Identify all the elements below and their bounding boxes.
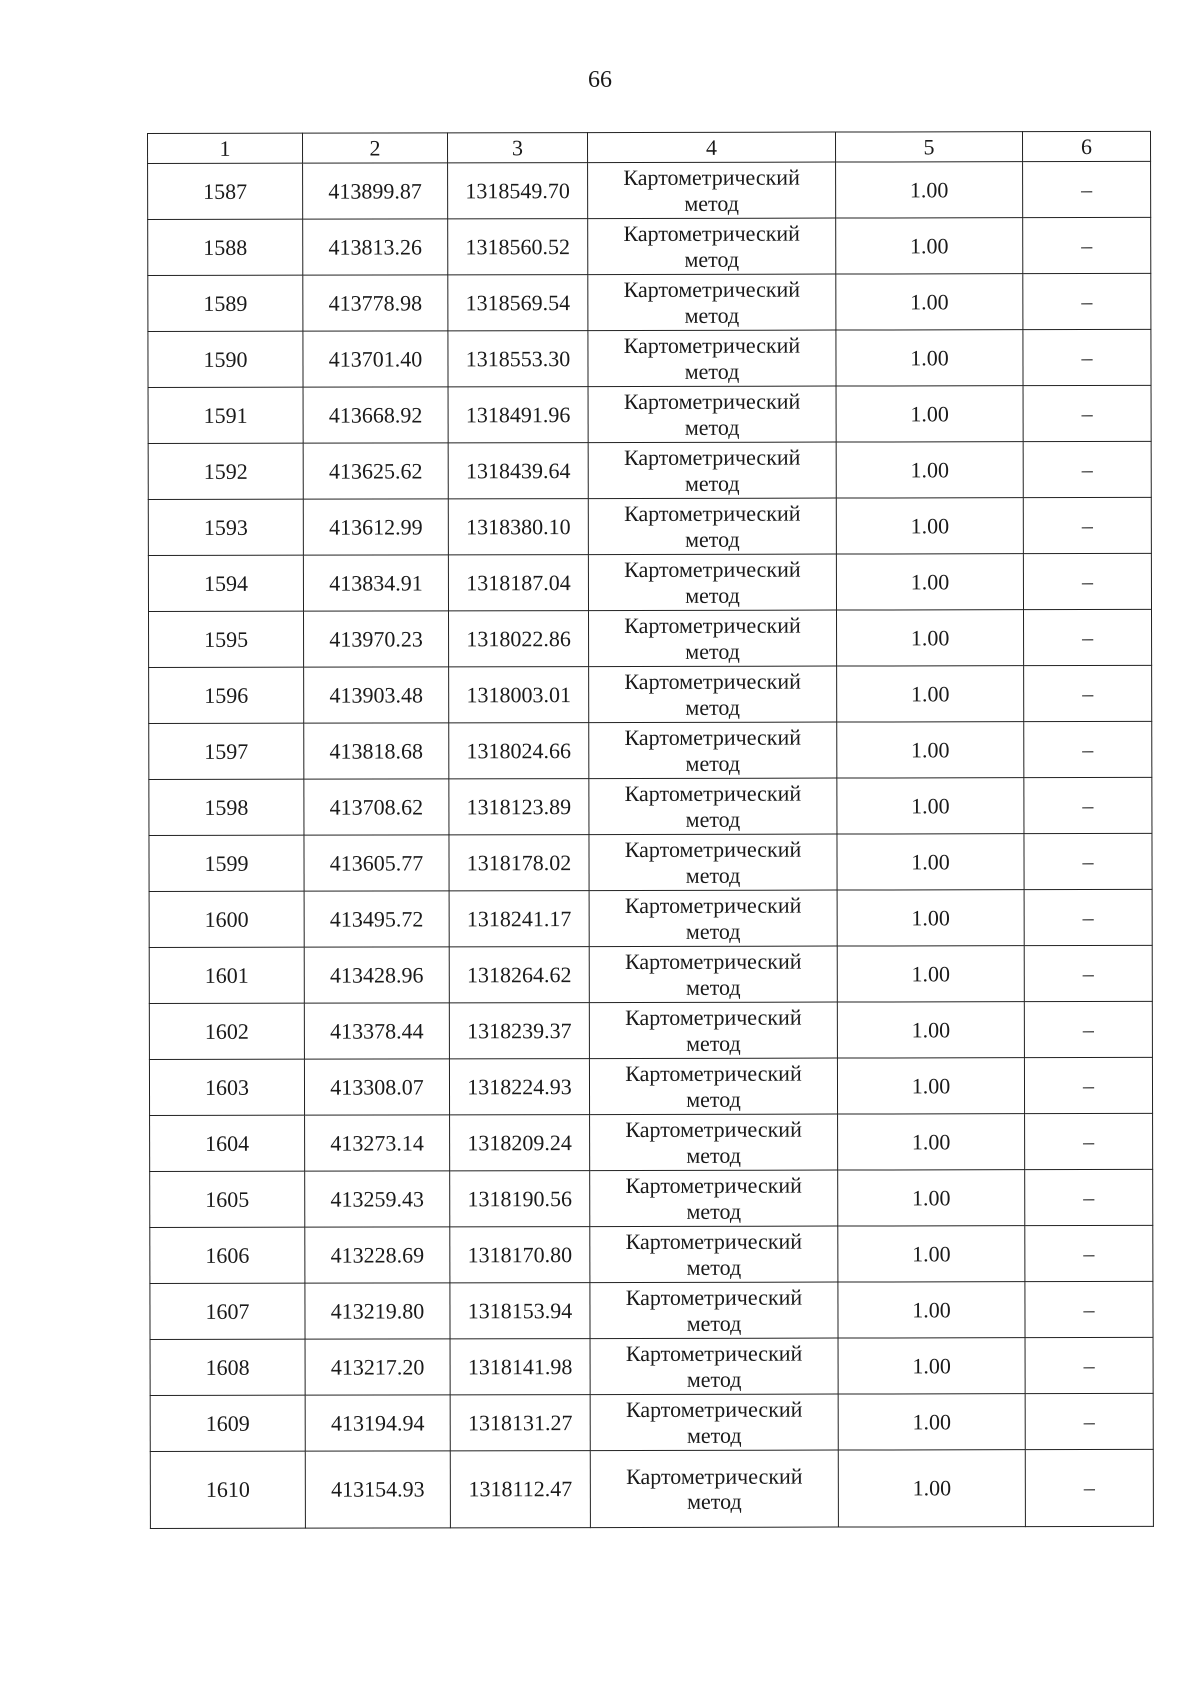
note-cell: – xyxy=(1023,161,1151,217)
note-cell: – xyxy=(1023,497,1151,553)
method-cell xyxy=(590,1282,838,1339)
x-coordinate-cell: 413495.72 xyxy=(304,891,449,947)
method-line-2: метод xyxy=(685,638,740,664)
method-line-1: Картометрический xyxy=(623,164,800,191)
method-cell xyxy=(588,162,836,219)
note-cell: – xyxy=(1023,217,1151,273)
x-coordinate-cell: 413194.94 xyxy=(305,1395,450,1451)
point-number-cell: 1599 xyxy=(149,835,304,891)
method-cell xyxy=(588,330,836,387)
method-line-1: Картометрический xyxy=(624,668,801,695)
x-coordinate-cell: 413899.87 xyxy=(303,163,448,219)
y-coordinate-cell: 1318123.89 xyxy=(449,779,589,835)
x-coordinate-cell: 413605.77 xyxy=(304,835,449,891)
x-coordinate-cell: 413701.40 xyxy=(303,331,448,387)
x-coordinate-cell: 413903.48 xyxy=(304,667,449,723)
table-row xyxy=(149,889,1152,947)
accuracy-cell: 1.00 xyxy=(836,442,1023,498)
accuracy-cell: 1.00 xyxy=(838,1282,1025,1338)
point-number-cell: 1593 xyxy=(148,499,303,555)
table-row xyxy=(150,1281,1153,1339)
table-row xyxy=(148,385,1151,443)
table-row xyxy=(149,1057,1152,1115)
accuracy-cell: 1.00 xyxy=(837,1002,1024,1058)
point-number-cell: 1608 xyxy=(150,1339,305,1395)
point-number-cell: 1591 xyxy=(148,387,303,443)
method-line-1: Картометрический xyxy=(625,1060,802,1087)
y-coordinate-cell: 1318569.54 xyxy=(448,275,588,331)
method-line-2: метод xyxy=(685,974,741,1000)
method-line-2: метод xyxy=(686,1422,742,1448)
method-line-1: Картометрический xyxy=(625,1284,803,1311)
method-line-2: метод xyxy=(684,246,740,272)
column-header-2: 2 xyxy=(303,133,448,163)
point-number-cell: 1589 xyxy=(148,275,303,331)
method-cell xyxy=(590,1114,838,1171)
note-cell: – xyxy=(1024,1001,1152,1057)
note-cell: – xyxy=(1024,609,1152,665)
point-number-cell: 1603 xyxy=(149,1059,304,1115)
x-coordinate-cell: 413154.93 xyxy=(305,1451,450,1528)
table-row xyxy=(149,833,1152,891)
method-line-2: метод xyxy=(684,190,739,216)
point-number-cell: 1594 xyxy=(148,555,303,611)
point-number-cell: 1601 xyxy=(149,947,304,1003)
note-cell: – xyxy=(1025,1113,1153,1169)
accuracy-cell: 1.00 xyxy=(837,722,1024,778)
method-cell xyxy=(590,1450,838,1528)
x-coordinate-cell: 413228.69 xyxy=(305,1227,450,1283)
method-cell xyxy=(589,666,837,723)
y-coordinate-cell: 1318380.10 xyxy=(448,499,588,555)
table-row xyxy=(148,441,1151,499)
table-row xyxy=(150,1393,1153,1451)
accuracy-cell: 1.00 xyxy=(837,834,1024,890)
note-cell: – xyxy=(1025,1169,1153,1225)
y-coordinate-cell: 1318549.70 xyxy=(448,163,588,219)
method-line-2: метод xyxy=(685,862,741,888)
method-cell xyxy=(589,722,837,779)
y-coordinate-cell: 1318190.56 xyxy=(450,1171,590,1227)
table-row xyxy=(150,1225,1153,1283)
point-number-cell: 1609 xyxy=(150,1395,305,1451)
method-line-1: Картометрический xyxy=(624,780,802,807)
note-cell: – xyxy=(1023,553,1151,609)
y-coordinate-cell: 1318187.04 xyxy=(448,555,588,611)
x-coordinate-cell: 413308.07 xyxy=(304,1059,449,1115)
method-cell xyxy=(589,610,837,667)
method-line-1: Картометрический xyxy=(625,1228,803,1255)
x-coordinate-cell: 413259.43 xyxy=(305,1171,450,1227)
x-coordinate-cell: 413668.92 xyxy=(303,387,448,443)
accuracy-cell: 1.00 xyxy=(836,274,1023,330)
note-cell: – xyxy=(1025,1449,1153,1526)
method-cell xyxy=(589,890,837,947)
accuracy-cell: 1.00 xyxy=(838,1170,1025,1226)
table-row xyxy=(150,1113,1153,1171)
x-coordinate-cell: 413625.62 xyxy=(303,443,448,499)
method-line-1: Картометрический xyxy=(624,892,802,919)
method-line-1: Картометрический xyxy=(623,276,801,303)
method-line-1: Картометрический xyxy=(626,1463,803,1489)
x-coordinate-cell: 413813.26 xyxy=(303,219,448,275)
y-coordinate-cell: 1318491.96 xyxy=(448,387,588,443)
accuracy-cell: 1.00 xyxy=(836,218,1023,274)
method-line-1: Картометрический xyxy=(625,1116,802,1143)
x-coordinate-cell: 413217.20 xyxy=(305,1339,450,1395)
y-coordinate-cell: 1318153.94 xyxy=(450,1283,590,1339)
point-number-cell: 1592 xyxy=(148,443,303,499)
note-cell: – xyxy=(1025,1225,1153,1281)
method-line-1: Картометрический xyxy=(625,1340,803,1367)
method-line-2: метод xyxy=(685,526,740,552)
method-cell xyxy=(590,1338,838,1395)
method-line-2: метод xyxy=(685,694,741,720)
method-line-2: метод xyxy=(686,1086,741,1112)
x-coordinate-cell: 413273.14 xyxy=(305,1115,450,1171)
point-number-cell: 1596 xyxy=(149,667,304,723)
method-cell xyxy=(588,554,836,611)
method-line-2: метод xyxy=(685,918,741,944)
table-row xyxy=(149,777,1152,835)
note-cell: – xyxy=(1024,665,1152,721)
method-cell xyxy=(588,498,836,555)
method-line-1: Картометрический xyxy=(625,1172,802,1199)
table-row xyxy=(148,329,1151,387)
method-cell xyxy=(588,386,836,443)
method-line-1: Картометрический xyxy=(625,1396,803,1423)
y-coordinate-cell: 1318553.30 xyxy=(448,331,588,387)
note-cell: – xyxy=(1024,833,1152,889)
x-coordinate-cell: 413834.91 xyxy=(303,555,448,611)
method-cell xyxy=(588,218,836,275)
note-cell: – xyxy=(1024,721,1152,777)
method-line-2: метод xyxy=(685,806,741,832)
note-cell: – xyxy=(1024,777,1152,833)
method-cell xyxy=(590,1226,838,1283)
method-cell xyxy=(589,1058,837,1115)
x-coordinate-cell: 413778.98 xyxy=(303,275,448,331)
table-row xyxy=(150,1169,1153,1227)
note-cell: – xyxy=(1023,329,1151,385)
page-number: 66 xyxy=(588,67,612,93)
note-cell: – xyxy=(1024,889,1152,945)
y-coordinate-cell: 1318264.62 xyxy=(449,947,589,1003)
note-cell: – xyxy=(1025,1393,1153,1449)
point-number-cell: 1588 xyxy=(148,219,303,275)
note-cell: – xyxy=(1023,385,1151,441)
column-header-4: 4 xyxy=(588,132,836,163)
table-row xyxy=(149,665,1152,723)
point-number-cell: 1602 xyxy=(149,1003,304,1059)
x-coordinate-cell: 413970.23 xyxy=(304,611,449,667)
y-coordinate-cell: 1318239.37 xyxy=(449,1003,589,1059)
y-coordinate-cell: 1318241.17 xyxy=(449,891,589,947)
accuracy-cell: 1.00 xyxy=(837,946,1024,1002)
y-coordinate-cell: 1318178.02 xyxy=(449,835,589,891)
method-line-1: Картометрический xyxy=(624,836,802,863)
x-coordinate-cell: 413708.62 xyxy=(304,779,449,835)
method-line-1: Картометрический xyxy=(623,332,801,359)
note-cell: – xyxy=(1024,945,1152,1001)
accuracy-cell: 1.00 xyxy=(838,1226,1025,1282)
method-cell xyxy=(590,1170,838,1227)
accuracy-cell: 1.00 xyxy=(837,666,1024,722)
y-coordinate-cell: 1318003.01 xyxy=(449,667,589,723)
method-line-1: Картометрический xyxy=(624,500,801,527)
x-coordinate-cell: 413818.68 xyxy=(304,723,449,779)
accuracy-cell: 1.00 xyxy=(836,330,1023,386)
method-line-1: Картометрический xyxy=(623,444,801,471)
x-coordinate-cell: 413378.44 xyxy=(304,1003,449,1059)
column-header-1: 1 xyxy=(148,133,303,163)
table-body xyxy=(148,161,1154,1528)
header-row xyxy=(148,131,1151,163)
accuracy-cell: 1.00 xyxy=(836,554,1023,610)
accuracy-cell: 1.00 xyxy=(838,1114,1025,1170)
table-row xyxy=(149,721,1152,779)
y-coordinate-cell: 1318141.98 xyxy=(450,1339,590,1395)
accuracy-cell: 1.00 xyxy=(838,1338,1025,1394)
accuracy-cell: 1.00 xyxy=(838,1450,1025,1527)
table-row xyxy=(150,1337,1153,1395)
x-coordinate-cell: 413428.96 xyxy=(304,947,449,1003)
method-line-1: Картометрический xyxy=(623,388,801,415)
method-cell xyxy=(589,778,837,835)
method-line-2: метод xyxy=(686,1030,741,1056)
y-coordinate-cell: 1318439.64 xyxy=(448,443,588,499)
method-line-1: Картометрический xyxy=(624,612,801,639)
method-line-2: метод xyxy=(685,582,740,608)
x-coordinate-cell: 413219.80 xyxy=(305,1283,450,1339)
accuracy-cell: 1.00 xyxy=(836,162,1023,218)
point-number-cell: 1598 xyxy=(149,779,304,835)
method-line-2: метод xyxy=(686,1310,742,1336)
table-row xyxy=(148,553,1151,611)
method-line-1: Картометрический xyxy=(623,220,800,247)
point-number-cell: 1587 xyxy=(148,163,303,219)
point-number-cell: 1604 xyxy=(150,1115,305,1171)
column-header-3: 3 xyxy=(448,133,588,163)
method-line-2: метод xyxy=(684,358,740,384)
point-number-cell: 1605 xyxy=(150,1171,305,1227)
point-number-cell: 1595 xyxy=(149,611,304,667)
method-line-2: метод xyxy=(684,414,740,440)
method-cell xyxy=(590,1394,838,1451)
method-line-2: метод xyxy=(686,1142,741,1168)
accuracy-cell: 1.00 xyxy=(838,1394,1025,1450)
accuracy-cell: 1.00 xyxy=(837,610,1024,666)
table-row xyxy=(148,161,1151,219)
method-line-2: метод xyxy=(684,302,740,328)
method-line-2: метод xyxy=(686,1366,742,1392)
method-line-1: Картометрический xyxy=(624,724,802,751)
y-coordinate-cell: 1318209.24 xyxy=(450,1115,590,1171)
method-cell xyxy=(588,442,836,499)
accuracy-cell: 1.00 xyxy=(836,386,1023,442)
method-line-1: Картометрический xyxy=(624,556,801,583)
column-header-6: 6 xyxy=(1022,131,1150,161)
y-coordinate-cell: 1318022.86 xyxy=(449,611,589,667)
column-header-5: 5 xyxy=(835,132,1022,162)
x-coordinate-cell: 413612.99 xyxy=(303,499,448,555)
note-cell: – xyxy=(1023,441,1151,497)
table-row xyxy=(149,1001,1152,1059)
table-row xyxy=(148,273,1151,331)
y-coordinate-cell: 1318112.47 xyxy=(450,1451,590,1528)
accuracy-cell: 1.00 xyxy=(836,498,1023,554)
point-number-cell: 1600 xyxy=(149,891,304,947)
y-coordinate-cell: 1318170.80 xyxy=(450,1227,590,1283)
method-cell xyxy=(588,274,836,331)
point-number-cell: 1606 xyxy=(150,1227,305,1283)
method-line-2: метод xyxy=(686,1198,742,1224)
method-line-2: метод xyxy=(686,1254,742,1280)
method-line-1: Картометрический xyxy=(625,1004,802,1031)
method-line-2: метод xyxy=(684,470,740,496)
table-row xyxy=(148,217,1151,275)
point-number-cell: 1590 xyxy=(148,331,303,387)
table-row xyxy=(149,609,1152,667)
method-cell xyxy=(589,1002,837,1059)
table-row xyxy=(150,1449,1153,1528)
method-line-2: метод xyxy=(687,1488,742,1514)
method-cell xyxy=(589,834,837,891)
point-number-cell: 1607 xyxy=(150,1283,305,1339)
accuracy-cell: 1.00 xyxy=(837,778,1024,834)
method-cell xyxy=(589,946,837,1003)
table-row xyxy=(149,945,1152,1003)
method-line-2: метод xyxy=(685,750,741,776)
accuracy-cell: 1.00 xyxy=(837,1058,1024,1114)
y-coordinate-cell: 1318560.52 xyxy=(448,219,588,275)
coordinates-table xyxy=(147,131,1154,1529)
table-row xyxy=(148,497,1151,555)
point-number-cell: 1610 xyxy=(150,1451,305,1528)
method-line-1: Картометрический xyxy=(624,948,802,975)
y-coordinate-cell: 1318224.93 xyxy=(449,1059,589,1115)
note-cell: – xyxy=(1024,1057,1152,1113)
table-header xyxy=(148,131,1151,163)
note-cell: – xyxy=(1025,1281,1153,1337)
note-cell: – xyxy=(1025,1337,1153,1393)
y-coordinate-cell: 1318024.66 xyxy=(449,723,589,779)
y-coordinate-cell: 1318131.27 xyxy=(450,1395,590,1451)
note-cell: – xyxy=(1023,273,1151,329)
accuracy-cell: 1.00 xyxy=(837,890,1024,946)
point-number-cell: 1597 xyxy=(149,723,304,779)
